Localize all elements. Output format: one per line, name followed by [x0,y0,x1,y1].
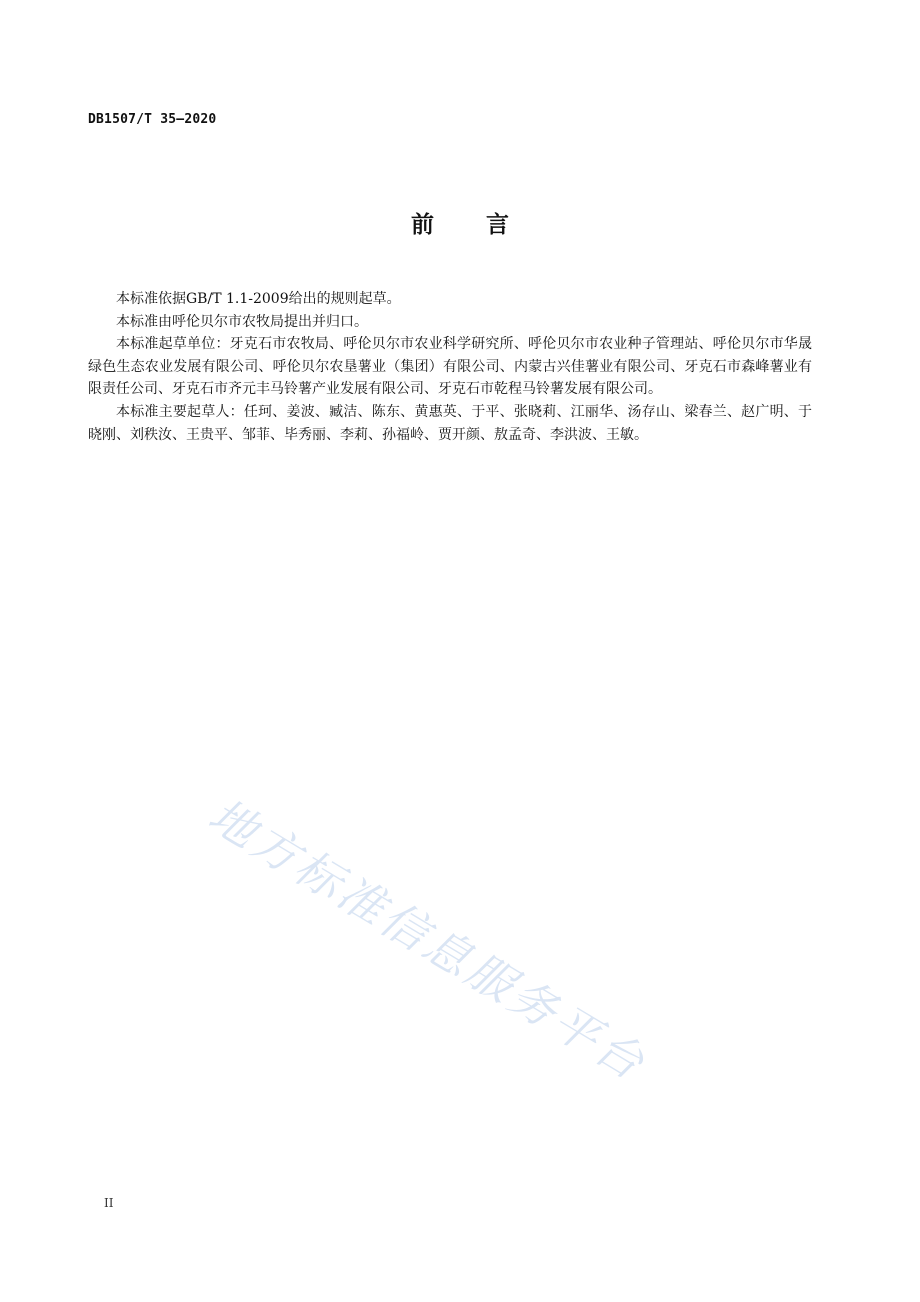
foreword-body [88,288,812,446]
paragraph-proposer: 本标准由呼伦贝尔市农牧局提出并归口。 [116,313,368,330]
document-code: DB1507/T 35—2020 [88,112,217,127]
paragraph-drafters: 本标准主要起草人：任珂、姜波、臧洁、陈东、黄惠英、于平、张晓莉、江丽华、汤存山、梁春兰、赵广明、于晓刚、刘秩汝、王贵平、邹菲、毕秀丽、李莉、孙福岭、贾开颜、敖孟奇、李洪波、王敏。 [88,403,812,443]
page-number: II [104,1196,114,1210]
watermark: 地方标准信息服务平台 [199,787,656,1092]
page-title: 前言 [411,212,561,238]
paragraph-drafting-units: 本标准起草单位：牙克石市农牧局、呼伦贝尔市农业科学研究所、呼伦贝尔市农业种子管理站、呼伦贝尔市华晟绿色生态农业发展有限公司、呼伦贝尔农垦薯业（集团）有限公司、内蒙古兴佳薯业有限公司、牙克石市森峰薯业有限责任公司、牙克石市齐元丰马铃薯产业发展有限公司、牙克石市乾程马铃薯发展有限公司。 [88,336,812,398]
paragraph-drafting-rules: 本标准依据GB/T 1.1-2009给出的规则起草。 [116,291,401,307]
